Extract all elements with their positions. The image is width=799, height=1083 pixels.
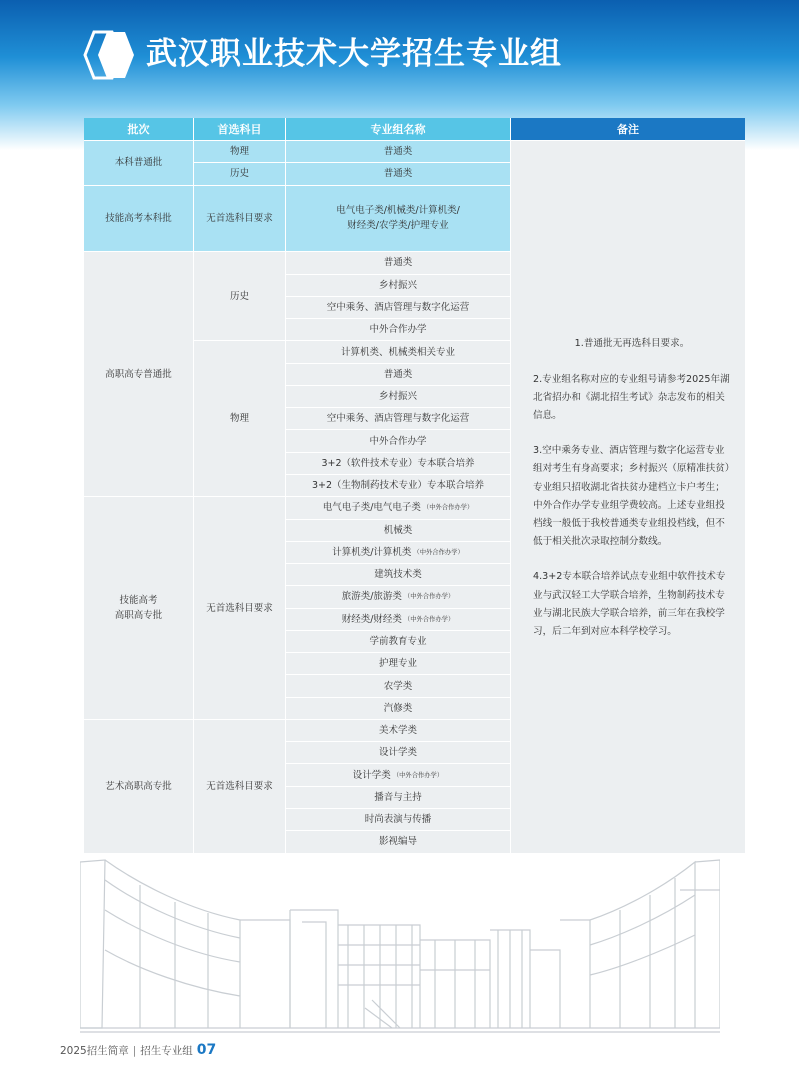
major-group-cell: [286, 586, 510, 607]
major-group-name: 3+2（生物制药技术专业）专本联合培养: [311, 480, 485, 492]
major-group-name: 中外合作办学: [369, 324, 427, 336]
column-header: 批次: [84, 118, 193, 140]
major-group-name: 汽修类: [383, 702, 413, 714]
major-group-note: （中外合作办学）: [422, 504, 474, 512]
major-group-name: 时尚表演与传播: [364, 814, 432, 826]
major-group-cell: [286, 475, 510, 496]
major-group-name: 播音与主持: [374, 791, 422, 803]
major-group-name: 电气电子类/机械类/计算机类/ 财经类/农学类/护理专业: [336, 205, 460, 232]
major-group-cell: [286, 319, 510, 340]
batch-cell: 艺术高职高专批: [84, 720, 193, 853]
major-group-cell: [286, 297, 510, 318]
major-group-cell: [286, 386, 510, 407]
batch-cell: 高职高专普通批: [84, 252, 193, 496]
remark-paragraph: 3.空中乘务专业、酒店管理与数字化运营专业组对考生有身高要求；乡村振兴（原精准扶贫）专业组只招收湖北省扶贫办建档立卡户考生；中外合作办学专业组学费较高。上述专业组投档线一般低于我校普通类专业组投档线，但不低于相关批次录取控制分数线。: [533, 445, 730, 548]
major-group-cell: [286, 520, 510, 541]
footer-separator: |: [132, 1045, 137, 1057]
major-group-cell: [286, 742, 510, 763]
major-group-cell: [286, 252, 510, 273]
column-header: 首选科目: [194, 118, 285, 140]
subject-cell: 物理: [194, 341, 285, 496]
batch-cell: 技能高考 高职高专批: [84, 497, 193, 719]
remarks-cell: [511, 141, 745, 853]
major-group-note: （中外合作办学）: [403, 593, 455, 601]
major-group-cell: [286, 453, 510, 474]
major-group-cell: [286, 141, 510, 162]
major-group-table: [84, 118, 745, 875]
major-group-cell: [286, 653, 510, 674]
batch-cell: 本科普通批: [84, 141, 193, 185]
column-header: 专业组名称: [286, 118, 510, 140]
major-group-name: 电气电子类/电气电子类: [322, 502, 421, 514]
major-group-name: 3+2（软件技术专业）专本联合培养: [321, 457, 475, 469]
major-group-name: 空中乘务、酒店管理与数字化运营: [326, 301, 470, 313]
major-group-cell: [286, 364, 510, 385]
subject-cell: 无首选科目要求: [194, 186, 285, 252]
major-group-cell: [286, 341, 510, 362]
remark-paragraph: 4.3+2专本联合培养试点专业组中软件技术专业与武汉轻工大学联合培养，生物制药技术专业与湖北民族大学联合培养，前三年在我校学习，后二年到对应本科学校学习。: [533, 571, 726, 637]
page-title: 武汉职业技术大学招生专业组: [146, 36, 562, 72]
hexagon-logo-icon: [80, 28, 138, 82]
major-group-cell: [286, 809, 510, 830]
major-group-cell: [286, 275, 510, 296]
major-group-name: 普通类: [383, 168, 413, 180]
major-group-cell: [286, 163, 510, 184]
major-group-name: 影视编导: [378, 836, 417, 848]
major-group-cell: [286, 430, 510, 451]
major-group-cell: [286, 497, 510, 518]
major-group-name: 空中乘务、酒店管理与数字化运营: [326, 413, 470, 425]
major-group-name: 护理专业: [378, 658, 417, 670]
major-group-cell: [286, 720, 510, 741]
major-group-name: 中外合作办学: [369, 435, 427, 447]
major-group-name: 普通类: [383, 146, 413, 158]
footer-section-title: 招生专业组: [140, 1045, 193, 1057]
major-group-name: 财经类/财经类: [341, 613, 402, 625]
remark-paragraph: 2.专业组名称对应的专业组号请参考2025年湖北省招办和《湖北招生考试》杂志发布的相关信息。: [533, 373, 730, 421]
major-group-name: 乡村振兴: [378, 391, 417, 403]
major-group-name: 农学类: [383, 680, 413, 692]
major-group-name: 设计学类: [352, 769, 391, 781]
subject-cell: 历史: [194, 163, 285, 184]
major-group-cell: [286, 631, 510, 652]
batch-cell: 技能高考本科批: [84, 186, 193, 252]
subject-cell: 无首选科目要求: [194, 720, 285, 853]
subject-cell: 无首选科目要求: [194, 497, 285, 719]
major-group-name: 普通类: [383, 257, 413, 269]
major-group-cell: [286, 787, 510, 808]
major-group-name: 旅游类/旅游类: [341, 591, 402, 603]
campus-building-illustration: [80, 850, 720, 1040]
major-group-cell: [286, 698, 510, 719]
subject-cell: 物理: [194, 141, 285, 162]
page-footer: [60, 1040, 216, 1060]
major-group-name: 普通类: [383, 368, 413, 380]
page-number: 07: [196, 1042, 217, 1058]
major-group-name: 建筑技术类: [374, 569, 422, 581]
major-group-note: （中外合作办学）: [403, 615, 455, 623]
major-group-name: 设计学类: [378, 747, 417, 759]
major-group-name: 乡村振兴: [378, 279, 417, 291]
major-group-cell: [286, 186, 510, 252]
column-header: 备注: [511, 118, 745, 140]
subject-cell: 历史: [194, 252, 285, 340]
footer-brochure-title: 2025招生简章: [60, 1045, 129, 1057]
major-group-cell: [286, 764, 510, 785]
major-group-note: （中外合作办学）: [392, 771, 444, 779]
major-group-cell: [286, 408, 510, 429]
major-group-cell: [286, 609, 510, 630]
major-group-name: 机械类: [383, 524, 413, 536]
major-group-name: 学前教育专业: [369, 635, 427, 647]
major-group-name: 计算机类、机械类相关专业: [340, 346, 455, 358]
major-group-note: （中外合作办学）: [413, 548, 464, 556]
major-group-cell: [286, 564, 510, 585]
major-group-name: 计算机类/计算机类: [332, 546, 412, 558]
major-group-cell: [286, 542, 510, 563]
remark-paragraph: 1.普通批无再选科目要求。: [574, 338, 690, 350]
major-group-name: 美术学类: [378, 725, 417, 737]
major-group-cell: [286, 675, 510, 696]
